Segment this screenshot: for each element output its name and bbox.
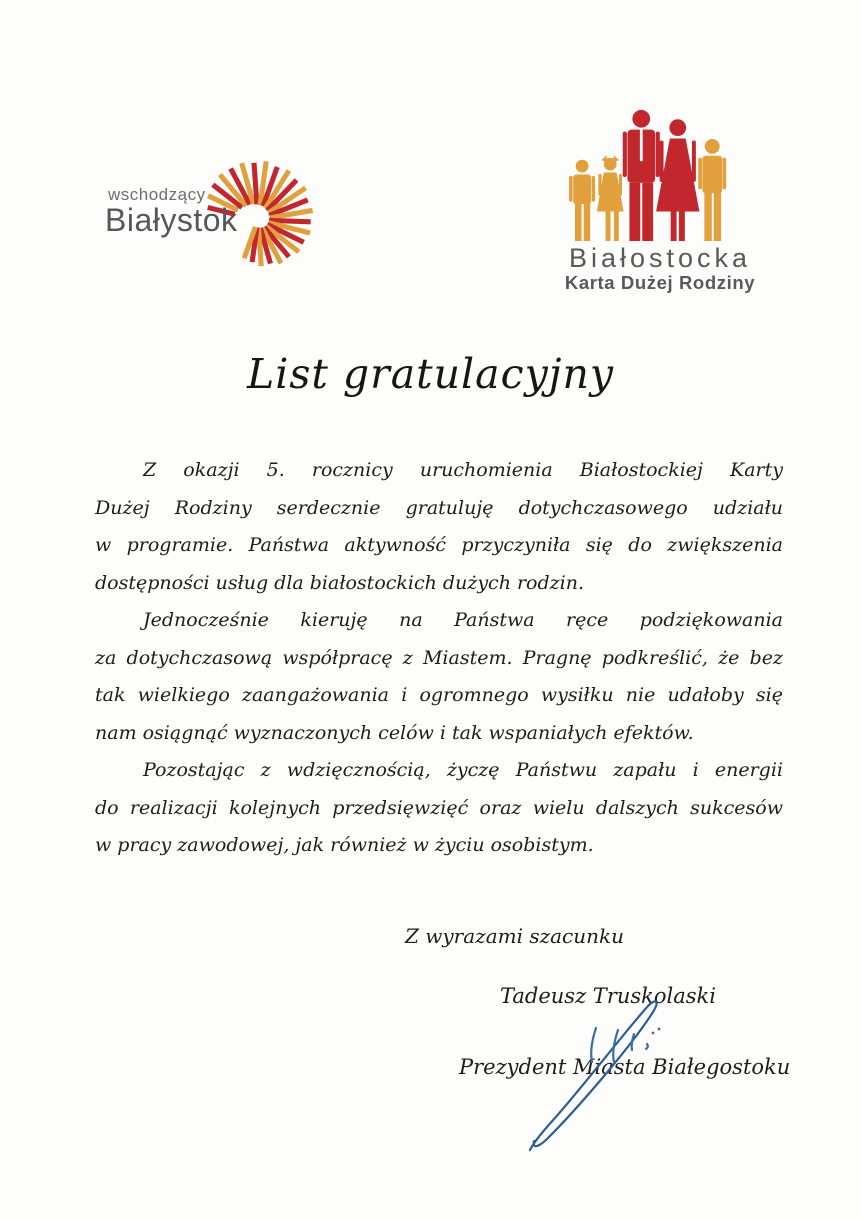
paragraph-1: [95, 452, 783, 602]
paragraph-3: [95, 752, 783, 865]
karta-duzej-rodziny-logo: [553, 103, 767, 293]
text-line: w programie. Państwa aktywność przyczyniła się do zwiększenia: [95, 534, 783, 556]
text-line: do realizacji kolejnych przedsięwzięć oraz wielu dalszych sukcesów: [95, 796, 783, 819]
letter-body: [95, 452, 783, 865]
text-line: Jednocześnie kieruję na Państwa ręce podziękowania: [143, 609, 783, 631]
signature-ink: [510, 992, 680, 1157]
logo-right-word-karta: Karta Dużej Rodziny: [564, 272, 756, 293]
text-line: Z okazji 5. rocznicy uruchomienia Białostockiej Karty: [143, 459, 783, 481]
letter-title: List gratulacyjny: [246, 350, 615, 398]
logo-left-word-bialystok: Białystok: [105, 201, 238, 238]
text-line: dostępności usług dla białostockich dużych rodzin.: [95, 571, 585, 594]
signatory-name: Tadeusz Truskolaski: [500, 984, 716, 1008]
logo-left-word-wschodzacy: wschodzący: [108, 185, 206, 204]
text-line: za dotychczasową współpracę z Miastem. Pragnę podkreślić, że bez: [95, 646, 783, 669]
text-line: w pracy zawodowej, jak również w życiu osobistym.: [95, 834, 594, 856]
text-line: Pozostając z wdzięcznością, życzę Państwu zapału i energii: [143, 759, 783, 781]
wschodzacy-bialystok-logo: [103, 146, 343, 296]
text-line: tak wielkiego zaangażowania i ogromnego wysiłku nie udałoby się: [95, 684, 783, 706]
logo-right-word-bialostocka: Białostocka: [568, 243, 752, 273]
paragraph-2: [95, 602, 783, 752]
signatory-role: Prezydent Miasta Białegostoku: [459, 1055, 791, 1079]
text-line: Dużej Rodziny serdecznie gratuluję dotychczasowego udziału: [95, 496, 783, 519]
closing-salutation: Z wyrazami szacunku: [405, 924, 625, 948]
text-line: nam osiągnąć wyznaczonych celów i tak wspaniałych efektów.: [95, 721, 694, 744]
family-figures-icon: [554, 103, 766, 243]
